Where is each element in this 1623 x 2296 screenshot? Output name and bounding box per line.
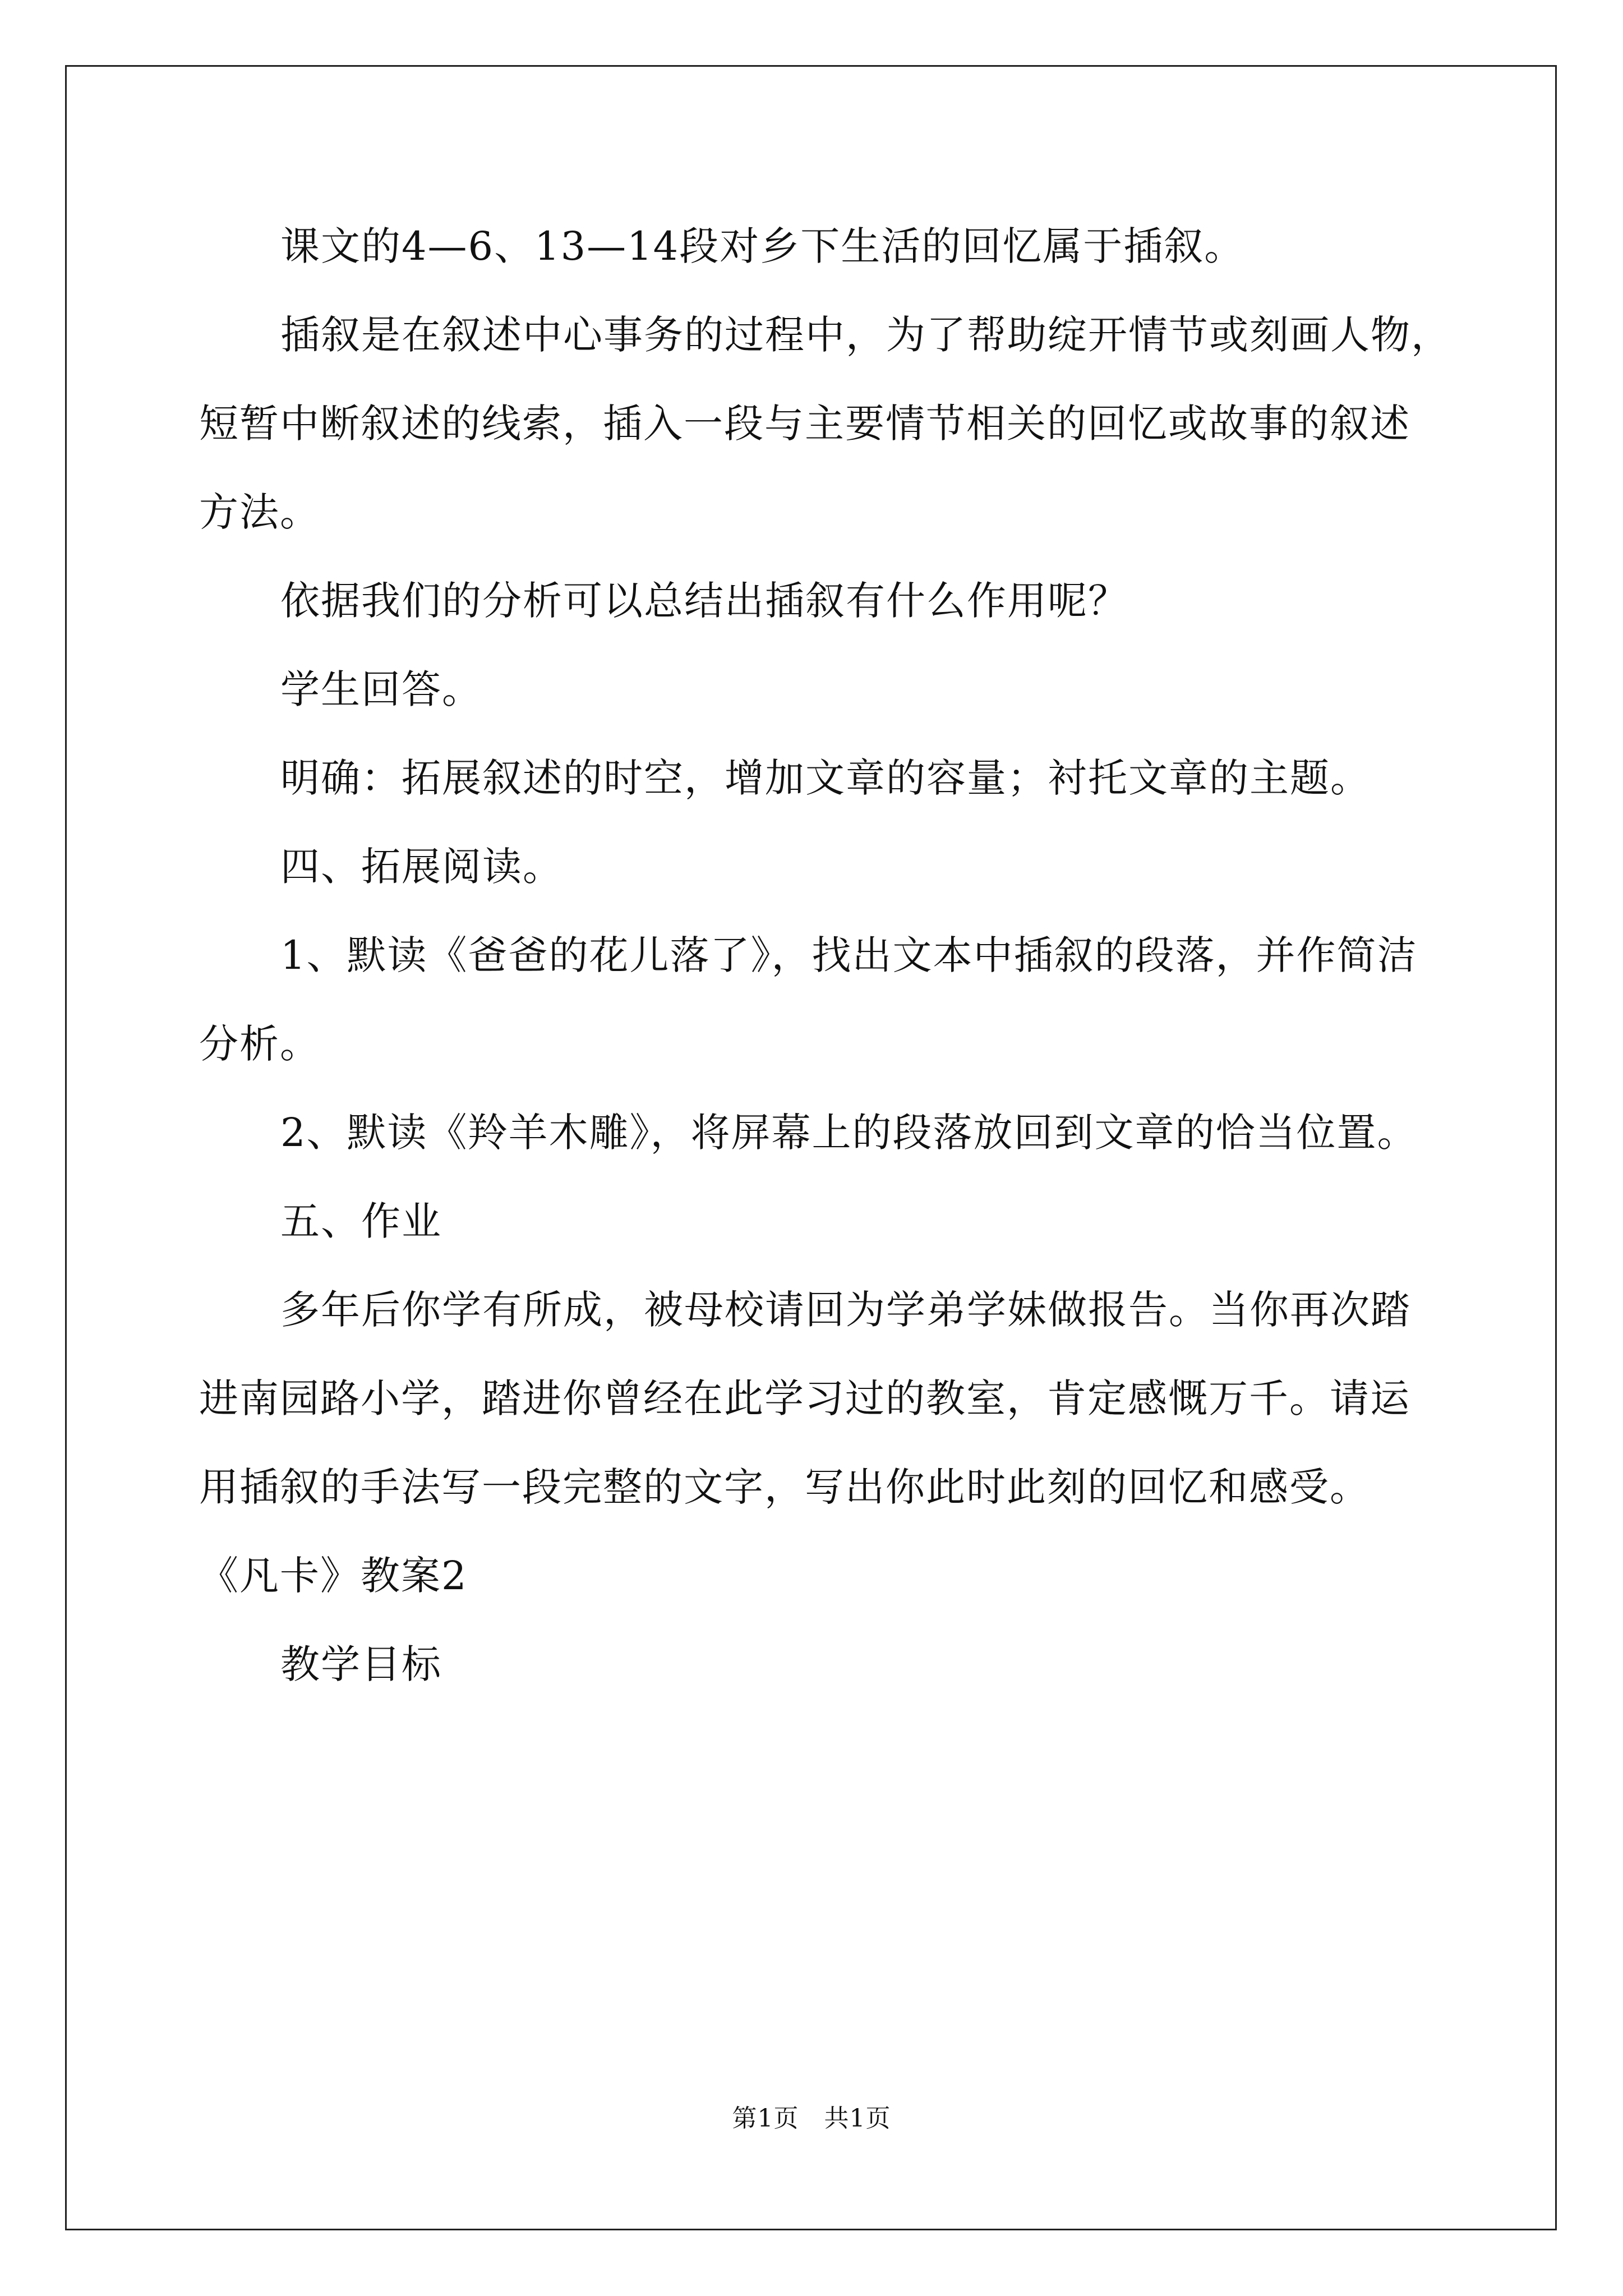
paragraph-line: 方法。	[199, 489, 320, 535]
paragraph-line: 分析。	[199, 1021, 320, 1067]
paragraph-line: 多年后你学有所成，被母校请回为学弟学妹做报告。当你再次踏	[280, 1287, 1411, 1333]
paragraph-line: 依据我们的分析可以总结出插叙有什么作用呢？	[280, 578, 1128, 624]
document-title: 《凡卡》教案2	[199, 1553, 468, 1599]
paragraph-line: 进南园路小学，踏进你曾经在此学习过的教室，肯定感慨万千。请运	[199, 1375, 1410, 1421]
page-footer: 第1页 共1页	[732, 2104, 891, 2133]
section-heading: 四、拓展阅读。	[280, 844, 563, 890]
paragraph-line: 短暂中断叙述的线索，插入一段与主要情节相关的回忆或故事的叙述	[199, 401, 1410, 447]
paragraph-line: 用插叙的手法写一段完整的文字，写出你此时此刻的回忆和感受。	[199, 1464, 1370, 1510]
section-heading: 五、作业	[280, 1198, 442, 1244]
paragraph-line: 课文的4—6、13—14段对乡下生活的回忆属于插叙。	[280, 223, 1245, 269]
paragraph-line: 1、默读《爸爸的花儿落了》，找出文本中插叙的段落，并作简洁	[280, 932, 1418, 978]
section-heading: 教学目标	[280, 1641, 442, 1687]
paragraph-line: 插叙是在叙述中心事务的过程中，为了帮助绽开情节或刻画人物，	[280, 312, 1451, 358]
paragraph-line: 学生回答。	[280, 666, 482, 712]
paragraph-line: 明确：拓展叙述的时空，增加文章的容量；衬托文章的主题。	[280, 755, 1371, 801]
document-body	[199, 202, 1451, 1709]
paragraph-line: 2、默读《羚羊木雕》，将屏幕上的段落放回到文章的恰当位置。	[280, 1110, 1418, 1156]
